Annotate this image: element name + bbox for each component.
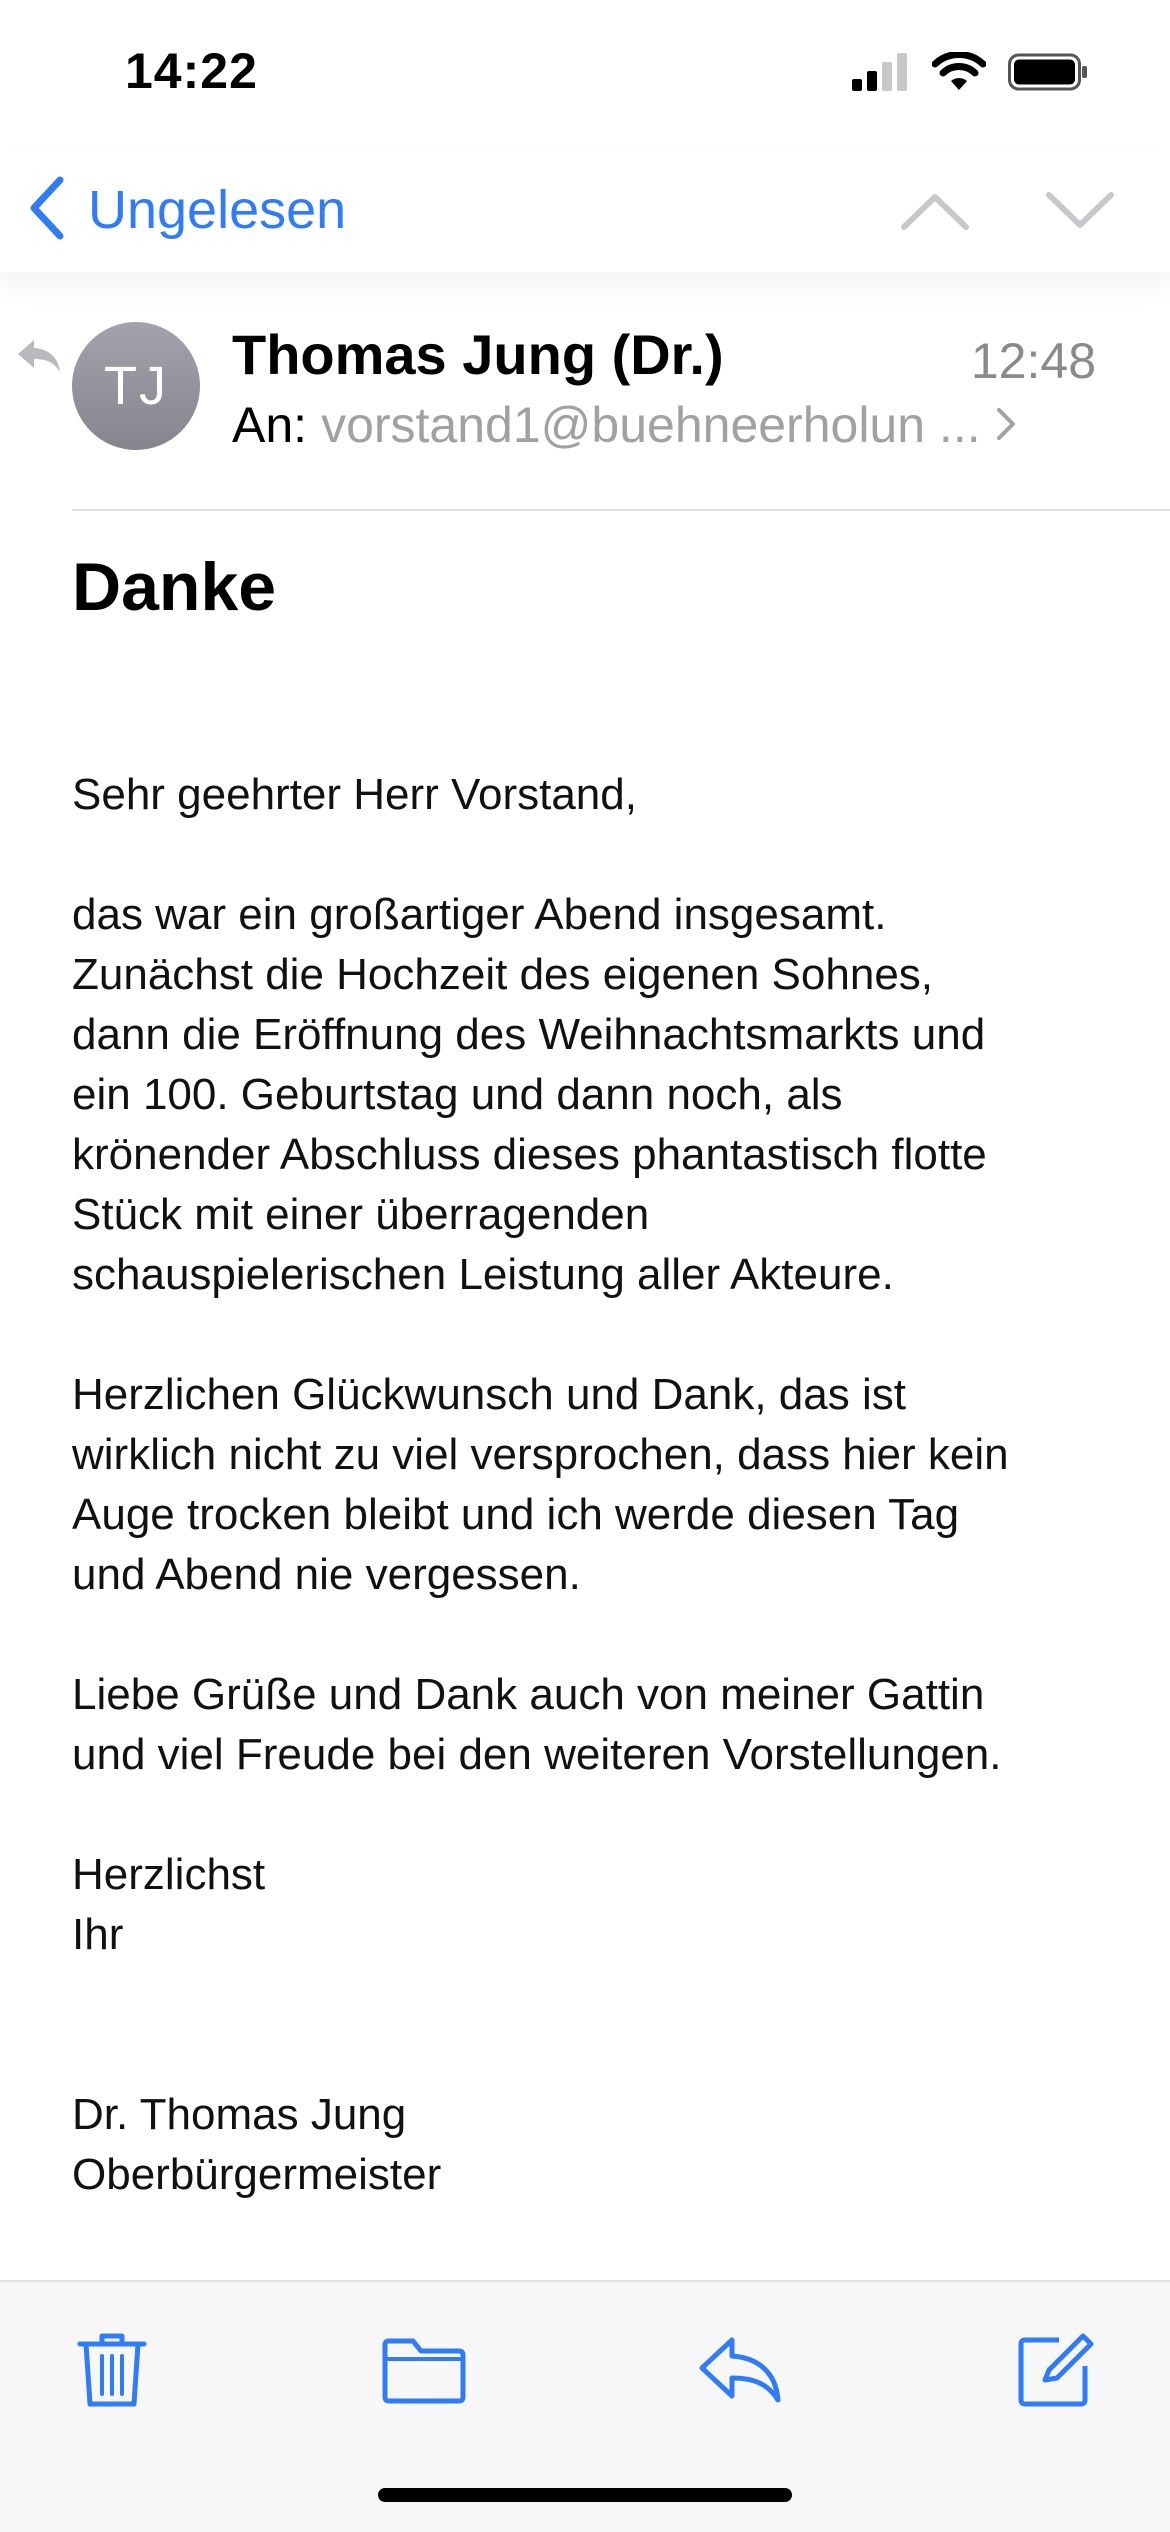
next-message-button[interactable] [1040,178,1120,248]
signature: Dr. Thomas Jung Oberbürgermeister [72,2090,442,2199]
chevron-left-icon [26,176,66,245]
move-to-folder-button[interactable] [374,2322,474,2422]
recipient-row[interactable] [232,396,1032,454]
reply-button[interactable] [690,2322,790,2422]
trash-icon [76,2330,148,2415]
wifi-icon [932,52,986,97]
compose-button[interactable] [1005,2322,1105,2422]
body-paragraph: Herzlichen Glückwunsch und Dank, das ist wirklich nicht zu viel versprochen, dass hier kein Auge trocken bleibt und ich werde diesen Tag und Abend nie vergessen. [72,1370,1009,1599]
back-button[interactable] [26,170,346,250]
back-label: Ungelesen [88,180,347,240]
header-divider [72,509,1170,511]
message-body [72,765,1112,2265]
sender-avatar[interactable] [72,322,200,450]
folder-icon [381,2335,467,2410]
sender-name[interactable]: Thomas Jung (Dr.) [232,323,724,386]
recipient-prefix: An: [232,397,308,453]
message-subject: Danke [72,549,277,625]
compose-icon [1015,2330,1095,2415]
body-paragraph: das war ein großartiger Abend insgesamt. Zunächst die Hochzeit des eigenen Sohnes, dann die Eröffnung des Weihnachtsmarkts und ein 100. Geburtstag und dann noch, als krönender Abschluss dieses phantastisch flotte Stück mit einer überragenden schauspielerischen Leistung aller Akteure. [72,890,987,1299]
closing: Herzlichst Ihr [72,1850,266,1959]
status-time: 14:22 [125,43,258,99]
navigation-bar [0,150,1170,272]
reply-icon [698,2334,782,2411]
delete-button[interactable] [62,2322,162,2422]
sent-time: 12:48 [970,333,1096,389]
home-indicator[interactable] [378,2488,792,2502]
replied-indicator-icon [16,336,62,381]
body-paragraph: Liebe Grüße und Dank auch von meiner Gattin und viel Freude bei den weiteren Vorstellungen. [72,1670,1002,1779]
previous-message-button[interactable] [895,178,975,248]
chevron-down-icon [1045,191,1115,236]
status-icons [852,52,1090,97]
recipient-address: vorstand1@buehneerholun ... [321,397,981,453]
battery-icon [1008,52,1090,97]
chevron-right-icon [995,396,1017,454]
chevron-up-icon [900,191,970,236]
avatar-initials: TJ [104,356,168,416]
greeting: Sehr geehrter Herr Vorstand, [72,770,637,819]
status-bar [0,0,1170,150]
cellular-signal-icon [852,53,910,96]
